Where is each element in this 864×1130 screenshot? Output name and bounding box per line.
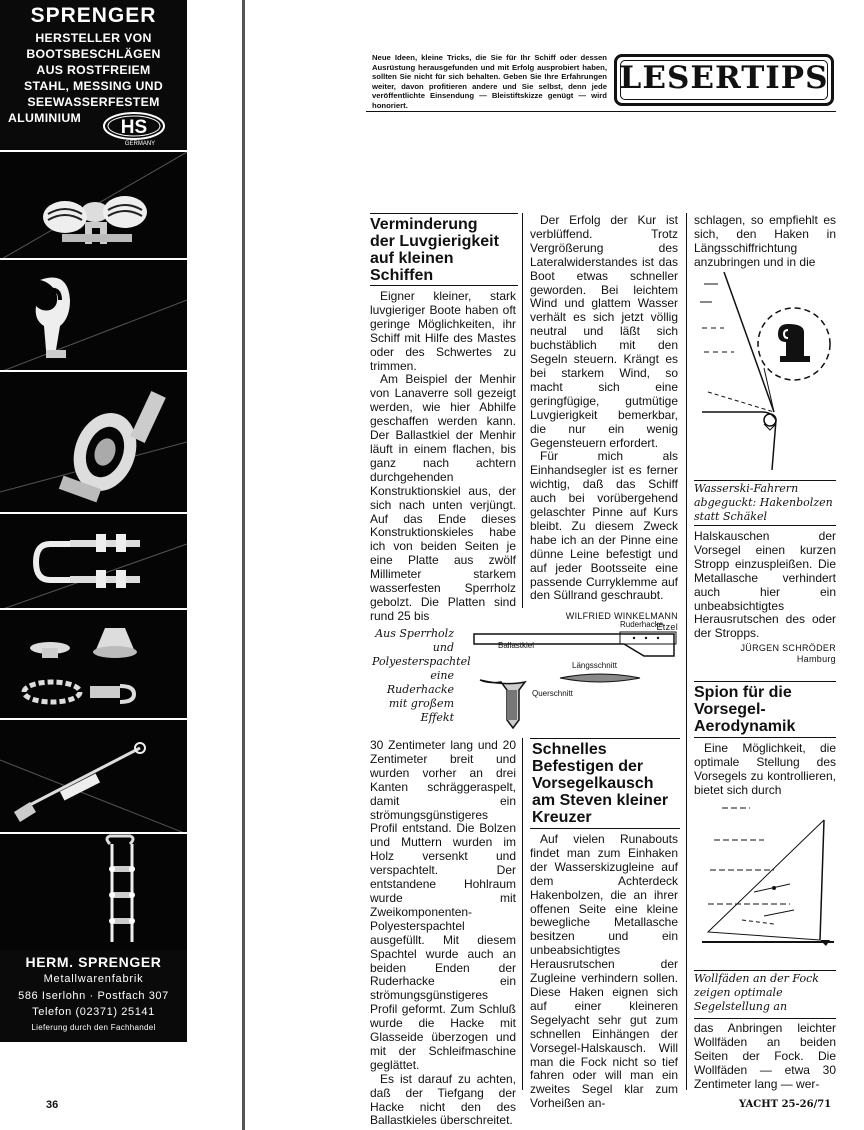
headline-rule xyxy=(530,828,680,829)
header-rule xyxy=(366,111,836,112)
cross-section-icon xyxy=(480,680,525,728)
jam-cleat-icon xyxy=(43,196,147,244)
deck-fitting-icon xyxy=(24,628,137,702)
section-title: LESERTIPS xyxy=(619,60,829,96)
hook-bolt-icon xyxy=(36,278,70,359)
hs-logo-sub: GERMANY xyxy=(124,141,156,147)
page-number: 36 xyxy=(46,1099,59,1111)
ad-tagline: HERSTELLER VON BOOTSBESCHLÄGEN AUS ROSTFREIEM STAHL, MESSING UND SEEWASSERFESTEM ALUMINIUM xyxy=(8,31,164,125)
headline-rule xyxy=(694,681,836,682)
article1-col1: Eigner kleiner, stark luvgieriger Boote haben oft geringe Möglichkeiten, ihr Schiff mit Hilfe des Mastes oder des Schwertes zu trimmen. Am Beispiel der Menhir von Lanaverre soll gezeigt werden, wie hier Abhilfe geschaffen werden kann. Der Ballastkiel der Menhir läuft in einem flachen, bis ganz nach achtern durchgehenden Konstruktionskiel aus, der sich nach unten verjüngt. Auf das Ende dieses Konstruktionskieles habe ich von beiden Seiten je eine Platte aus zwölf Millimeter starkem wasserfesten Sperrholz gebolzt. Die Platten sind rund 25 bis xyxy=(370,289,516,623)
ad-address: 586 Iserlohn · Postfach 307 xyxy=(18,990,169,1002)
rudder-heel-figure xyxy=(470,614,680,734)
column-divider xyxy=(686,213,687,1090)
caption-rule xyxy=(694,480,836,481)
headline-rule xyxy=(370,213,518,214)
boarding-ladder-icon xyxy=(107,836,135,942)
article1-author-city: Etzel xyxy=(656,622,678,633)
u-bolt-panel xyxy=(0,512,187,610)
sprenger-advertisement xyxy=(0,0,187,1042)
hs-logo-text: HS xyxy=(120,117,148,138)
ad-brand: SPRENGER xyxy=(30,4,157,27)
ladder-panel xyxy=(0,832,187,950)
hook-panel xyxy=(0,258,187,372)
issue-footer: YACHT 25-26/71 xyxy=(739,1099,832,1110)
page-gutter xyxy=(242,0,245,1130)
u-bolt-icon xyxy=(36,534,140,588)
label-querschnitt: Querschnitt xyxy=(532,689,573,698)
ad-company: HERM. SPRENGER xyxy=(25,954,162,970)
article2-col2-top: schlagen, so empfiehlt es sich, den Haken in Längsschiffrichtung anzubringen und in die xyxy=(694,213,836,269)
caption-rule xyxy=(694,525,836,526)
article2-author: JÜRGEN SCHRÖDER xyxy=(740,643,836,654)
article2-figure-caption: Wasserski-Fahrern abgeguckt: Hakenbolzen statt Schäkel xyxy=(694,482,833,523)
headline-rule xyxy=(530,738,680,739)
cleat-panel xyxy=(0,150,187,260)
article3-text2: das Anbringen leichter Wollfäden an beiden Seiten der Fock. Die Wollfäden — etwa 30 Zentimeter lang — wer- xyxy=(694,1021,836,1091)
deck-fitting-panel xyxy=(0,608,187,720)
article2-headline: Schnelles Befestigen der Vorsegelkausch am Steven kleiner Kreuzer xyxy=(532,741,669,826)
block-panel xyxy=(0,370,187,514)
article3-text: Eine Möglichkeit, die optimale Stellung des Vorsegels zu kontrollieren, bietet sich durch xyxy=(694,741,836,797)
ad-phone: Telefon (02371) 25141 xyxy=(32,1006,155,1018)
label-laengsschnitt: Längsschnitt xyxy=(572,661,617,670)
jib-sail-icon xyxy=(702,808,834,946)
article3-headline: Spion für die Vorsegel- Aerodynamik xyxy=(694,684,796,735)
article2-author-city: Hamburg xyxy=(796,654,836,665)
ad-distribution: Lieferung durch den Fachhandel xyxy=(31,1023,156,1032)
hook-bolt-figure xyxy=(694,272,836,480)
headline-rule xyxy=(694,737,836,738)
headline-rule xyxy=(370,285,518,286)
turnbuckle-icon xyxy=(14,743,145,822)
caption-rule xyxy=(694,970,836,971)
turning-block-icon xyxy=(59,391,166,502)
section-intro: Neue Ideen, kleine Tricks, die Sie für Ihr Schiff oder dessen Ausrüstung herausgefunden und mit Erfolg ausprobiert haben, sollten Sie nicht für sich behalten. Geben Sie Ihre Erfahrungen weiter, davon profitieren andere und Sie selbst, denn jede veröffentlichte Einsendung — Bleistiftskizze genügt — wird honoriert. xyxy=(372,53,607,110)
label-ruderhacke: Ruderhacke xyxy=(620,620,664,629)
article1-author: WILFRIED WINKELMANN xyxy=(565,611,678,622)
longitudinal-section-icon xyxy=(560,674,640,682)
article2-col2-bottom: Halskauschen der Vorsegel einen kurzen Stropp einzuspleißen. Die Metallasche verhindert auch hier ein unbeabsichtigtes Herausrutschen des oder der Stropps. JÜRGEN SCHRÖDER Hamburg xyxy=(694,529,836,665)
hs-logo xyxy=(100,111,168,147)
caption-rule xyxy=(694,1018,836,1019)
column-divider xyxy=(522,738,523,1090)
label-ballastkiel: Ballastkiel xyxy=(498,641,535,650)
article1-headline: Verminderung der Luvgierigkeit auf kleinen Schiffen xyxy=(370,216,499,284)
forestay-hook-icon xyxy=(700,272,830,470)
column-divider xyxy=(522,213,523,608)
article1-continued: 30 Zentimeter lang und 20 Zentimeter breit und wurden vorher an drei Kanten schräggeraspelt, damit ein strömungsgünstigeres Profil entstand. Die Bolzen und Muttern wurden im Holz versenkt und verspachtelt. Der entstandene Hohlraum wurde mit Zweikomponenten-Polyesterspachtel ausgefüllt. Mit diesem Spachtel wurde auch an beiden Enden der Ruderhacke ein strömungsgünstigeres Profil geformt. Zum Schluß wurde die Hacke mit Glasseide überzogen und mit der Schleifmaschine geglättet. Es ist darauf zu achten, daß der Tiefgang der Hacke nicht den des Ballastkieles überschreitet. xyxy=(370,738,516,1128)
article1-col2: Der Erfolg der Kur ist verblüffend. Trotz Vergrößerung des Lateralwiderstandes ist das Boot etwas schneller geworden. Bei leichtem Wind und glattem Wasser verhält es sich jetzt völlig neutral und läßt sich buchstäblich mit den Segeln steuern. Krängt es bei starkem Wind, so macht sich eine geringfügige, gutmütige Luvgierigkeit bemerkbar, die nur ein wenig Gegensteuern erfordert. Für mich als Einhandsegler ist es ferner wichtig, daß das Schiff auch bei vorübergehend gelaschter Pinne auf Kurs bleibt. Zu diesem Zweck habe ich an der Pinne eine dünne Leine befestigt und auf jeder Bootsseite eine passende Curryklemme auf den Süllrand geschraubt. WILFRIED WINKELMANN Etzel xyxy=(530,213,678,633)
article1-figure-caption: Aus Sperrholz und Polyesterspachtel eine Ruderhacke mit großem Effekt xyxy=(372,627,471,724)
woollen-threads-figure xyxy=(694,800,836,968)
article3-figure-caption: Wollfäden an der Fock zeigen optimale Segelstellung an xyxy=(694,972,819,1013)
article2-col1: Auf vielen Runabouts findet man zum Einhaken der Wasserskizugleine auf dem Achterdeck Hakenbolzen, die an ihrer offenen Seite eine kleine bewegliche Metallasche besitzen und ein unbeabsichtigtes Herausrutschen der Zugleine verhindern sollen. Diese Haken eignen sich auf einer kleineren Segelyacht sehr gut zum schnellen Einhängen der Vorsegel-Halskausch. Will man die Fock nicht so tief fahren oder will man ein zweites Segel klar zum Vorheißen an- xyxy=(530,832,678,1111)
ad-company-sub: Metallwarenfabrik xyxy=(43,973,144,985)
turnbuckle-panel xyxy=(0,718,187,834)
